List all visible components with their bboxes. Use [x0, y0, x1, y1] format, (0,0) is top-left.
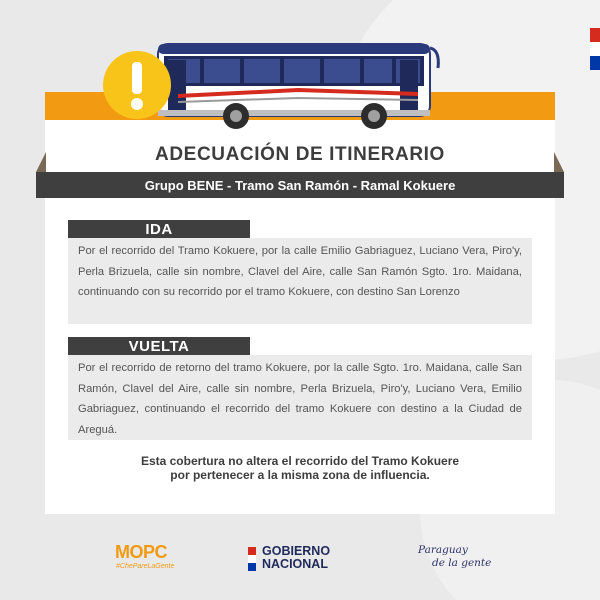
page-title: ADECUACIÓN DE ITINERARIO	[155, 144, 445, 165]
coverage-note-line2: por pertenecer a la misma zona de influencia.	[170, 468, 430, 482]
coverage-note	[60, 454, 540, 482]
gobierno-nacional-logo	[262, 545, 330, 571]
pdg-line1: Paraguay	[418, 544, 468, 556]
section-text-ida: Por el recorrido del Tramo Kokuere, por la calle Emilio Gabriaguez, Luciano Vera, Piro'y, Perla Brizuela, calle sin nombre, Clavel del Aire, calle San Ramón Sgto. 1ro. Maidana, continuando con su recorrido por el tramo Kokuere, con destino San Lorenzo	[68, 238, 532, 324]
coverage-note-line1: Esta cobertura no altera el recorrido del Tramo Kokuere	[140, 454, 460, 468]
footer	[0, 530, 600, 600]
mopc-logo: MOPC	[115, 542, 167, 562]
pdg-line2: de la gente	[432, 557, 492, 569]
mopc-tagline: #ChePareLaGente	[116, 563, 175, 570]
warning-icon	[100, 48, 174, 122]
subtitle-band	[36, 172, 564, 198]
section-heading-vuelta: VUELTA	[68, 337, 250, 355]
paraguay-de-la-gente-logo	[418, 544, 491, 570]
page-subtitle: Grupo BENE - Tramo San Ramón - Ramal Kokuere	[144, 177, 456, 193]
gobierno-line1: GOBIERNO	[262, 544, 331, 558]
gobierno-line2: NACIONAL	[262, 557, 328, 571]
ribbon-fold-right	[554, 152, 564, 172]
gobierno-flag-icon	[248, 547, 256, 571]
section-text-vuelta: Por el recorrido de retorno del tramo Kokuere, por la calle Sgto. 1ro. Maidana, calle San Ramón, Clavel del Aire, calle sin nombre, Perla Brizuela, Piro'y, Luciano Vera, Emilio Gabriaguez, continuando el recorrido del tramo Kokuere con destino a la Ciudad de Areguá.	[68, 355, 532, 440]
paraguay-flag	[590, 28, 600, 72]
title-box	[45, 138, 555, 172]
section-heading-ida: IDA	[68, 220, 250, 238]
ribbon-fold-left	[36, 152, 46, 172]
